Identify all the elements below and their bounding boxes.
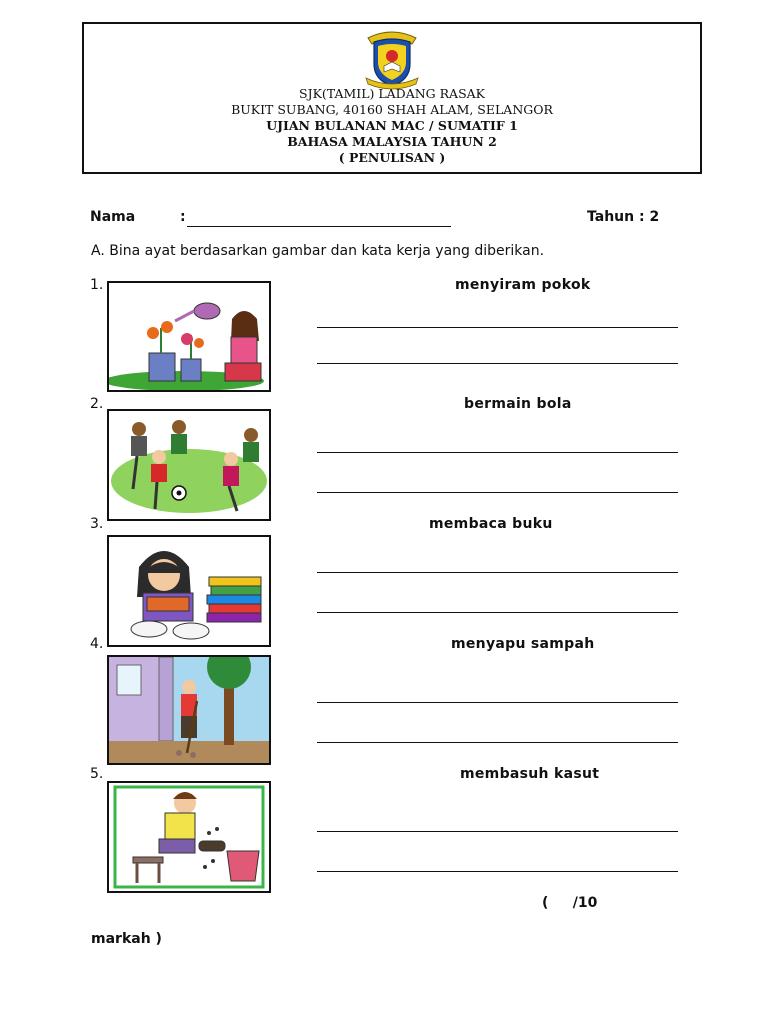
name-colon: : xyxy=(180,209,186,225)
school-crest-icon xyxy=(362,28,422,90)
boys-playing-football-icon xyxy=(107,409,271,521)
answer-line[interactable] xyxy=(317,702,678,703)
verb-prompt: bermain bola xyxy=(464,396,572,412)
verb-prompt: membasuh kasut xyxy=(460,766,600,782)
item-number: 4. xyxy=(90,636,104,652)
school-name: SJK(TAMIL) LADANG RASAK xyxy=(299,86,485,101)
answer-line[interactable] xyxy=(317,612,678,613)
school-address: BUKIT SUBANG, 40160 SHAH ALAM, SELANGOR xyxy=(231,102,553,117)
answer-line[interactable] xyxy=(317,452,678,453)
answer-line[interactable] xyxy=(317,492,678,493)
instruction-text: A. Bina ayat berdasarkan gambar dan kata kerja yang diberikan. xyxy=(91,243,545,259)
name-label: Nama xyxy=(90,209,136,225)
name-field[interactable] xyxy=(187,226,451,227)
item-number: 5. xyxy=(90,766,104,782)
answer-line[interactable] xyxy=(317,572,678,573)
verb-prompt: menyiram pokok xyxy=(455,277,591,293)
girl-reading-book-icon xyxy=(107,535,271,647)
markah-label: markah ) xyxy=(91,931,162,947)
year-label: Tahun : 2 xyxy=(587,209,660,225)
answer-line[interactable] xyxy=(317,831,678,832)
school-header xyxy=(82,22,702,174)
answer-line[interactable] xyxy=(317,871,678,872)
verb-prompt: menyapu sampah xyxy=(451,636,595,652)
paper-title: ( PENULISAN ) xyxy=(338,150,446,165)
girl-watering-plants-icon xyxy=(107,281,271,392)
subject-title: BAHASA MALAYSIA TAHUN 2 xyxy=(287,134,497,149)
answer-line[interactable] xyxy=(317,327,678,328)
exam-title: UJIAN BULANAN MAC / SUMATIF 1 xyxy=(266,118,518,133)
item-number: 3. xyxy=(90,516,104,532)
item-number: 1. xyxy=(90,277,104,293)
boy-washing-shoes-icon xyxy=(107,781,271,893)
answer-line[interactable] xyxy=(317,742,678,743)
answer-line[interactable] xyxy=(317,363,678,364)
score-field: ( /10 xyxy=(542,895,598,911)
boy-sweeping-icon xyxy=(107,655,271,765)
verb-prompt: membaca buku xyxy=(429,516,553,532)
item-number: 2. xyxy=(90,396,104,412)
